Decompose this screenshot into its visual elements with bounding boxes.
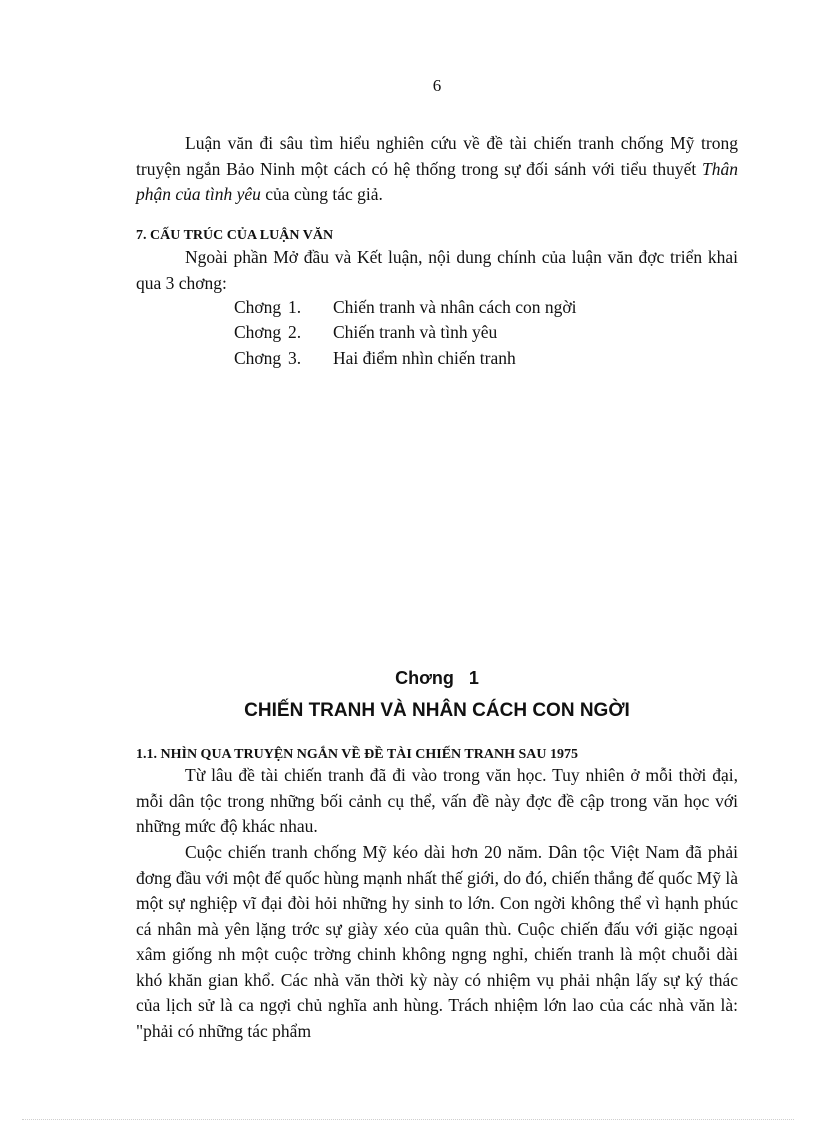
section-7-paragraph: Ngoài phần Mở đầu và Kết luận, nội dung chính của luận văn đợc triển khai qua 3 chơng: <box>136 247 738 293</box>
chapter-list-item <box>234 322 497 343</box>
intro-paragraph <box>136 131 738 208</box>
novel-title: Thân phận của tình yêu <box>136 158 738 204</box>
intro-text-after: của cùng tác giả. <box>260 184 383 204</box>
chapter-1-paragraph-1: Từ lâu đề tài chiến tranh đã đi vào trong văn học. Tuy nhiên ở mỗi thời đại, mỗi dân tộc trong những bối cảnh cụ thể, vấn đề này đợc đề cập trong văn học với những mức độ khác nhau. <box>136 765 738 836</box>
chapter-label: Chơng <box>234 322 282 342</box>
chapter-list-item <box>234 297 576 318</box>
page-footer-divider <box>22 1119 794 1120</box>
chapter-label: Chơng <box>234 348 282 368</box>
chapter-number: 1. <box>288 297 302 317</box>
section-7-heading: 7. CẤU TRÚC CỦA LUẬN VĂN <box>136 228 334 243</box>
chapter-title: Hai điểm nhìn chiến tranh <box>333 348 516 368</box>
chapter-title: Chiến tranh và tình yêu <box>333 322 498 342</box>
chapter-title: Chiến tranh và nhân cách con ngời <box>333 297 577 317</box>
chapter-list-item <box>234 348 516 369</box>
chapter-number: 3. <box>288 348 302 368</box>
chapter-1-paragraph-2: Cuộc chiến tranh chống Mỹ kéo dài hơn 20 năm. Dân tộc Việt Nam đã phải đơng đầu với một đế quốc hùng mạnh nhất thế giới, do đó, chiến thắng đế quốc Mỹ là một sự nghiệp vĩ đại đòi hỏi những hy sinh to lớn. Con ngời không thể vì hạnh phúc cá nhân mà yên lặng trớc sự giày xéo của quân thù. Cuộc chiến đấu với giặc ngoại xâm giống nh một cuộc trờng chinh không ngng nghỉ, chiến tranh là một chuỗi dài khó khăn gian khổ. Các nhà văn thời kỳ này có nhiệm vụ phải nhận lấy sự ký thác của lịch sử là ca ngợi chủ nghĩa anh hùng. Trách nhiệm lớn lao của các nhà văn là: "phải có những tác phẩm <box>136 842 738 1041</box>
chapter-label: Chơng <box>234 297 282 317</box>
chapter-number: 2. <box>288 322 302 342</box>
intro-text-before: Luận văn đi sâu tìm hiểu nghiên cứu về đề tài chiến tranh chống Mỹ trong truyện ngắn Bảo Ninh một cách có hệ thống trong sự đối sánh với tiểu thuyết <box>136 133 738 179</box>
chapter-1-label: Chơng 1 <box>395 668 479 688</box>
chapter-1-title: CHIẾN TRANH VÀ NHÂN CÁCH CON NGỜI <box>244 700 630 721</box>
section-1-1-heading: 1.1. NHÌN QUA TRUYỆN NGẮN VỀ ĐỀ TÀI CHIẾN TRANH SAU 1975 <box>136 747 578 762</box>
page-number: 6 <box>432 76 442 95</box>
